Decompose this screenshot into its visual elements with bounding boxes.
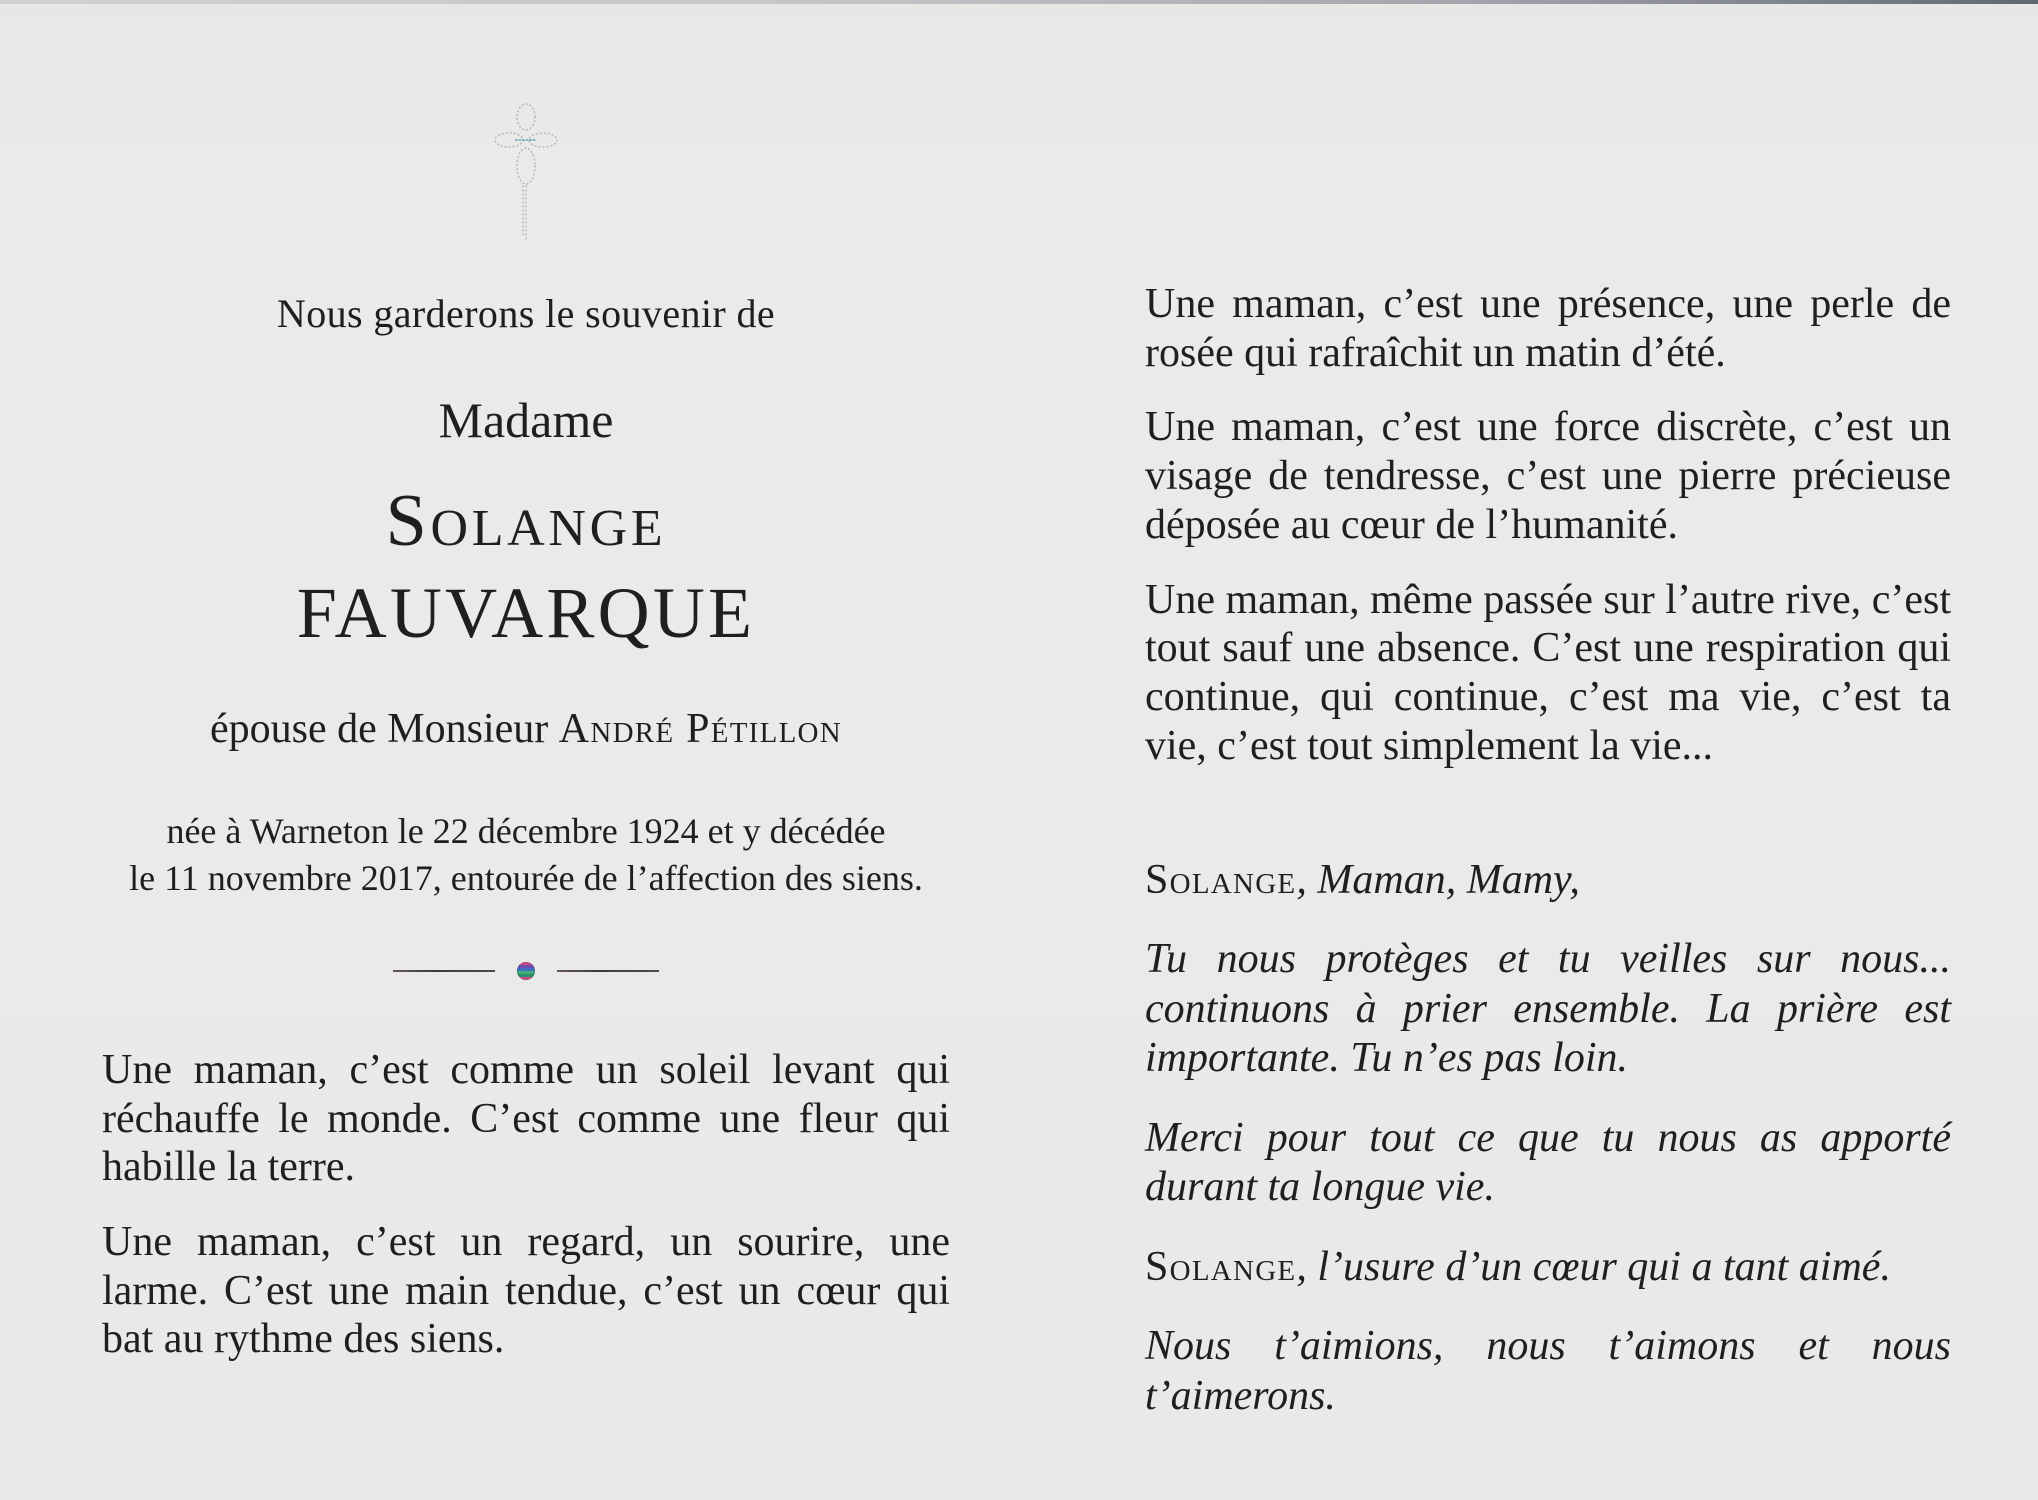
ornament-divider	[102, 962, 950, 980]
divider-orb	[517, 962, 535, 980]
divider-line-left	[393, 970, 495, 972]
salutation-name: Solange	[1145, 857, 1297, 904]
salutation	[1145, 856, 1951, 905]
death-line: le 11 novembre 2017, entourée de l’affection des siens.	[129, 857, 923, 898]
birth-line: née à Warneton le 22 décembre 1924 et y décédée	[166, 811, 886, 852]
tribute-paragraph: Tu nous protèges et tu veilles sur nous... continuons à prier ensemble. La prière est importante. Tu n’es pas loin.	[1145, 936, 1951, 1082]
tribute-rest: , l’usure d’un cœur qui a tant aimé.	[1296, 1243, 1891, 1290]
poem-paragraph: Une maman, c’est un regard, un sourire, une larme. C’est une main tendue, c’est un cœur qui bat au rythme des siens.	[102, 1218, 950, 1363]
spouse-name: André Pétillon	[558, 706, 842, 753]
birth-death-note	[102, 808, 950, 902]
tribute-name: Solange	[1145, 1243, 1297, 1290]
spouse-line	[102, 705, 950, 753]
poem-paragraph: Une maman, c’est une présence, une perle de rosée qui rafraîchit un matin d’été.	[1145, 281, 1951, 376]
divider-line-right	[557, 970, 659, 972]
poem-paragraph: Une maman, c’est comme un soleil levant qui réchauffe le monde. C’est comme une fleur qui habille la terre.	[102, 1046, 950, 1191]
cross-icon	[494, 100, 558, 246]
salutation-rest: , Maman, Mamy,	[1296, 857, 1580, 904]
tribute-paragraph: Merci pour tout ce que tu nous as apporté durant ta longue vie.	[1145, 1114, 1951, 1211]
poem-paragraph: Une maman, c’est une force discrète, c’est un visage de tendresse, c’est une pierre précieuse déposée au cœur de l’humanité.	[1145, 404, 1951, 548]
closing-line: Nous t’aimions, nous t’aimons et nous t’aimerons.	[1145, 1323, 1951, 1420]
honorific-title: Madame	[438, 392, 614, 449]
left-page	[102, 0, 950, 1364]
intro-line: Nous garderons le souvenir de	[276, 291, 776, 336]
tribute-paragraph	[1145, 1243, 1951, 1293]
spouse-prefix: épouse de Monsieur	[210, 706, 559, 753]
right-page	[1145, 0, 1951, 1422]
last-name: FAUVARQUE	[296, 573, 756, 654]
first-name: Solange	[385, 480, 667, 563]
poem-paragraph: Une maman, même passée sur l’autre rive, c’est tout sauf une absence. C’est une respiration qui continue, qui continue, c’est ma vie, c’est ta vie, c’est tout simplement la vie...	[1145, 576, 1951, 769]
